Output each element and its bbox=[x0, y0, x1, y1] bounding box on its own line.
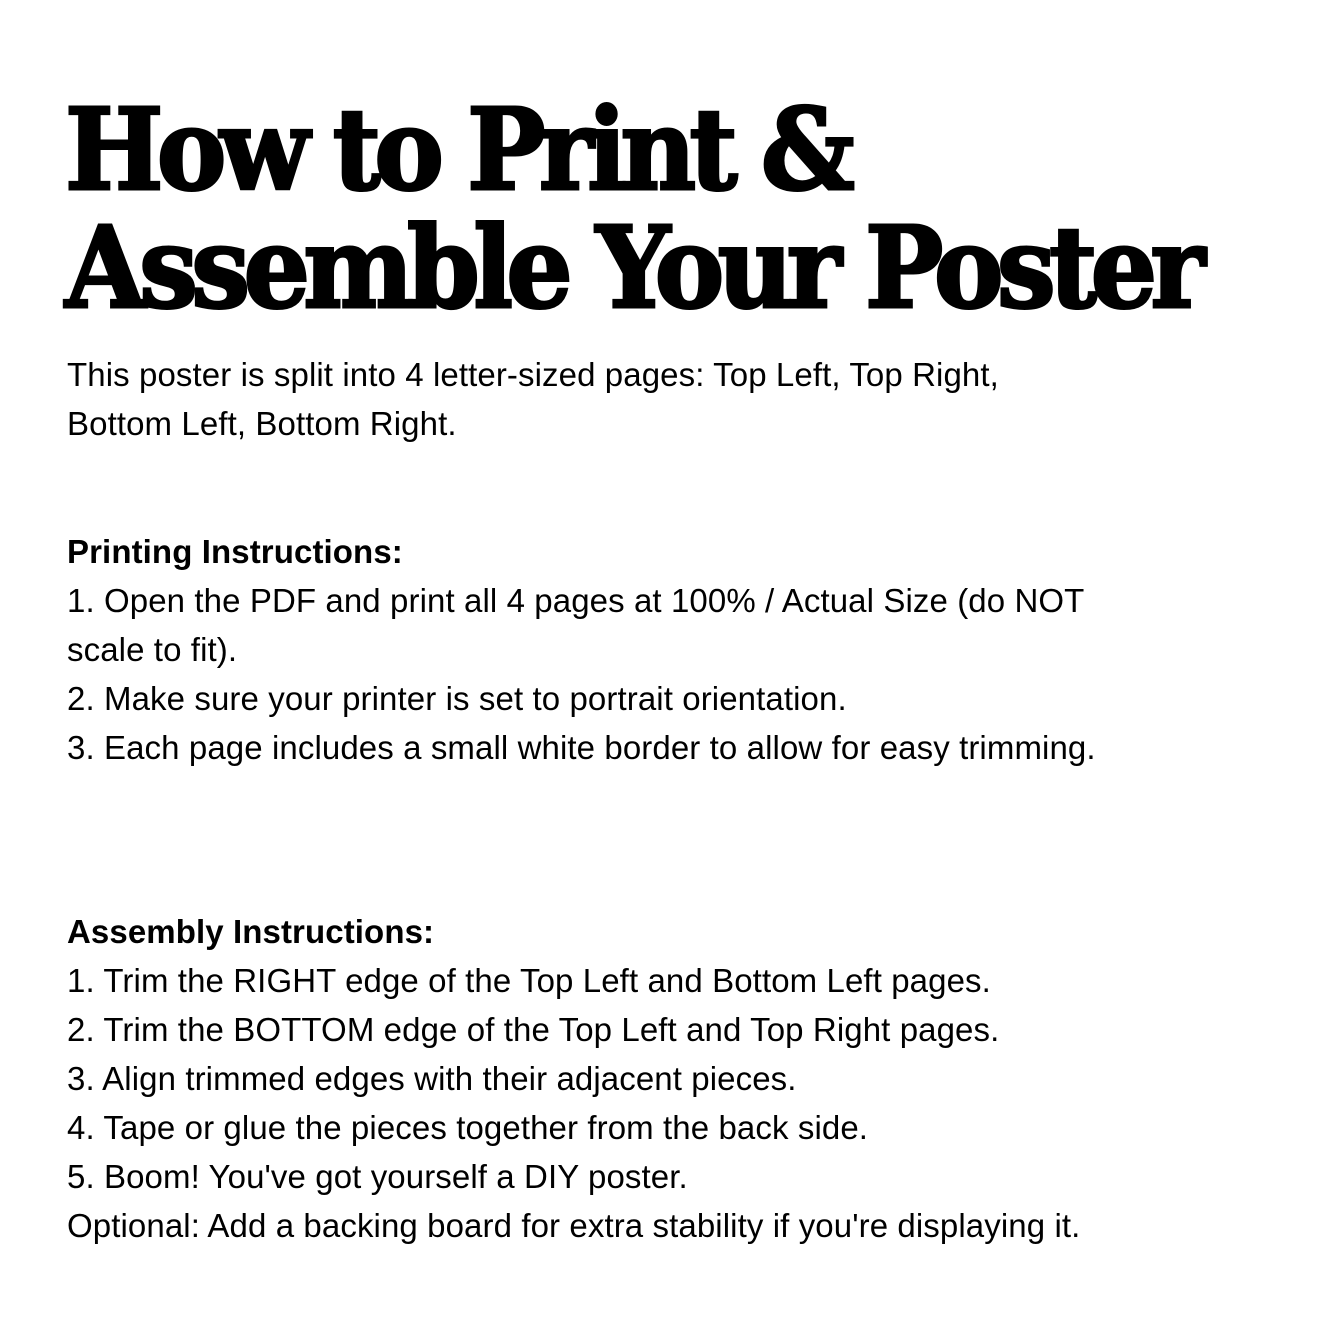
assembly-optional-note: Optional: Add a backing board for extra stability if you're displaying it. bbox=[67, 1207, 1081, 1244]
title-line-1: How to Print & bbox=[65, 85, 849, 216]
page-title bbox=[65, 85, 1199, 334]
intro-paragraph: This poster is split into 4 letter-sized pages: Top Left, Top Right, Bottom Left, Bottom Right. bbox=[67, 356, 999, 442]
title-line-2: Assemble Your Poster bbox=[65, 203, 1199, 334]
assembly-step-2: 2. Trim the BOTTOM edge of the Top Left and Top Right pages. bbox=[67, 1011, 1000, 1048]
printing-step-2: 2. Make sure your printer is set to portrait orientation. bbox=[67, 680, 847, 717]
assembly-step-5: 5. Boom! You've got yourself a DIY poster. bbox=[67, 1158, 688, 1195]
printing-step-3: 3. Each page includes a small white border to allow for easy trimming. bbox=[67, 729, 1096, 766]
assembly-step-4: 4. Tape or glue the pieces together from the back side. bbox=[67, 1109, 869, 1146]
printing-step-1: 1. Open the PDF and print all 4 pages at 100% / Actual Size (do NOT scale to fit). bbox=[67, 582, 1084, 668]
assembly-instructions-section bbox=[67, 907, 1267, 1250]
assembly-instructions-heading: Assembly Instructions: bbox=[67, 913, 435, 950]
printing-instructions-section bbox=[67, 527, 1267, 772]
printing-instructions-heading: Printing Instructions: bbox=[67, 533, 403, 570]
assembly-step-3: 3. Align trimmed edges with their adjacent pieces. bbox=[67, 1060, 797, 1097]
assembly-step-1: 1. Trim the RIGHT edge of the Top Left and Bottom Left pages. bbox=[67, 962, 991, 999]
